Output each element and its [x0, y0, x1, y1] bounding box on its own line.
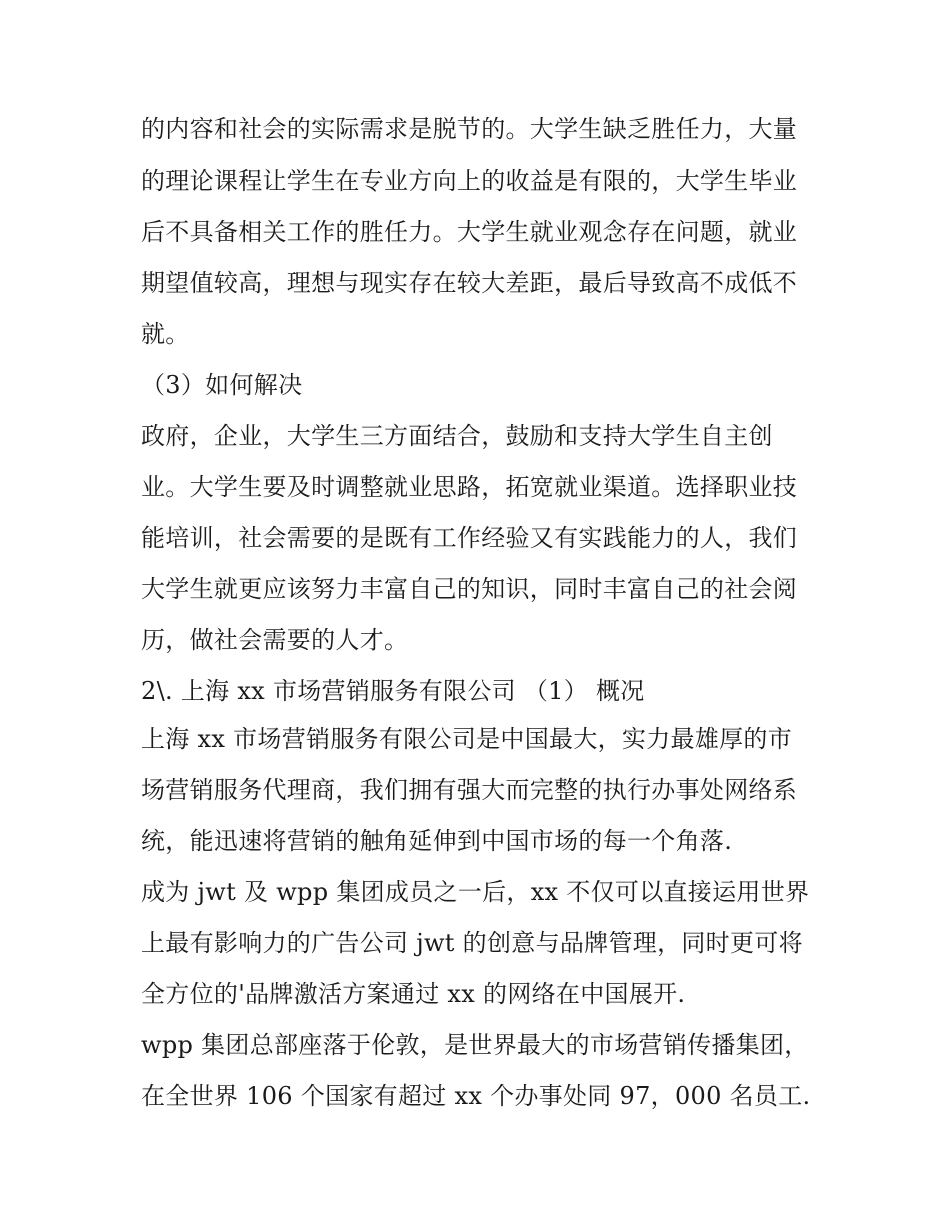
section-heading: （3）如何解决: [141, 371, 303, 399]
text-line: 统，能迅速将营销的触角延伸到中国市场的每一个角落.: [141, 827, 733, 855]
text-line: 上最有影响力的广告公司 jwt 的创意与品牌管理，同时更可将: [141, 929, 803, 957]
text-line: 场营销服务代理商，我们拥有强大而完整的执行办事处网络系: [141, 776, 798, 804]
text-line: 政府，企业，大学生三方面结合，鼓励和支持大学生自主创: [141, 422, 773, 450]
text-line: 后不具备相关工作的胜任力。大学生就业观念存在问题，就业: [141, 218, 798, 246]
text-line: 的内容和社会的实际需求是脱节的。大学生缺乏胜任力，大量: [141, 115, 798, 143]
text-line: 成为 jwt 及 wpp 集团成员之一后，xx 不仅可以直接运用世界: [141, 878, 810, 906]
text-line: 能培训，社会需要的是既有工作经验又有实践能力的人，我们: [141, 524, 798, 552]
text-line: 的理论课程让学生在专业方向上的收益是有限的，大学生毕业: [141, 167, 798, 195]
text-line: 业。大学生要及时调整就业思路，拓宽就业渠道。选择职业技: [141, 473, 798, 501]
text-line: 在全世界 106 个国家有超过 xx 个办事处同 97，000 名员工.: [141, 1082, 811, 1110]
text-line: 就。: [141, 320, 190, 348]
text-line: 大学生就更应该努力丰富自己的知识，同时丰富自己的社会阅: [141, 575, 798, 603]
section-heading: 2\. 上海 xx 市场营销服务有限公司 （1） 概况: [141, 677, 645, 705]
text-line: 上海 xx 市场营销服务有限公司是中国最大，实力最雄厚的市: [141, 725, 793, 753]
text-line: 期望值较高，理想与现实存在较大差距，最后导致高不成低不: [141, 269, 798, 297]
text-line: wpp 集团总部座落于伦敦，是世界最大的市场营销传播集团，: [141, 1031, 809, 1059]
text-line: 历，做社会需要的人才。: [141, 626, 409, 654]
text-line: 全方位的'品牌激活方案通过 xx 的网络在中国展开.: [141, 980, 686, 1008]
